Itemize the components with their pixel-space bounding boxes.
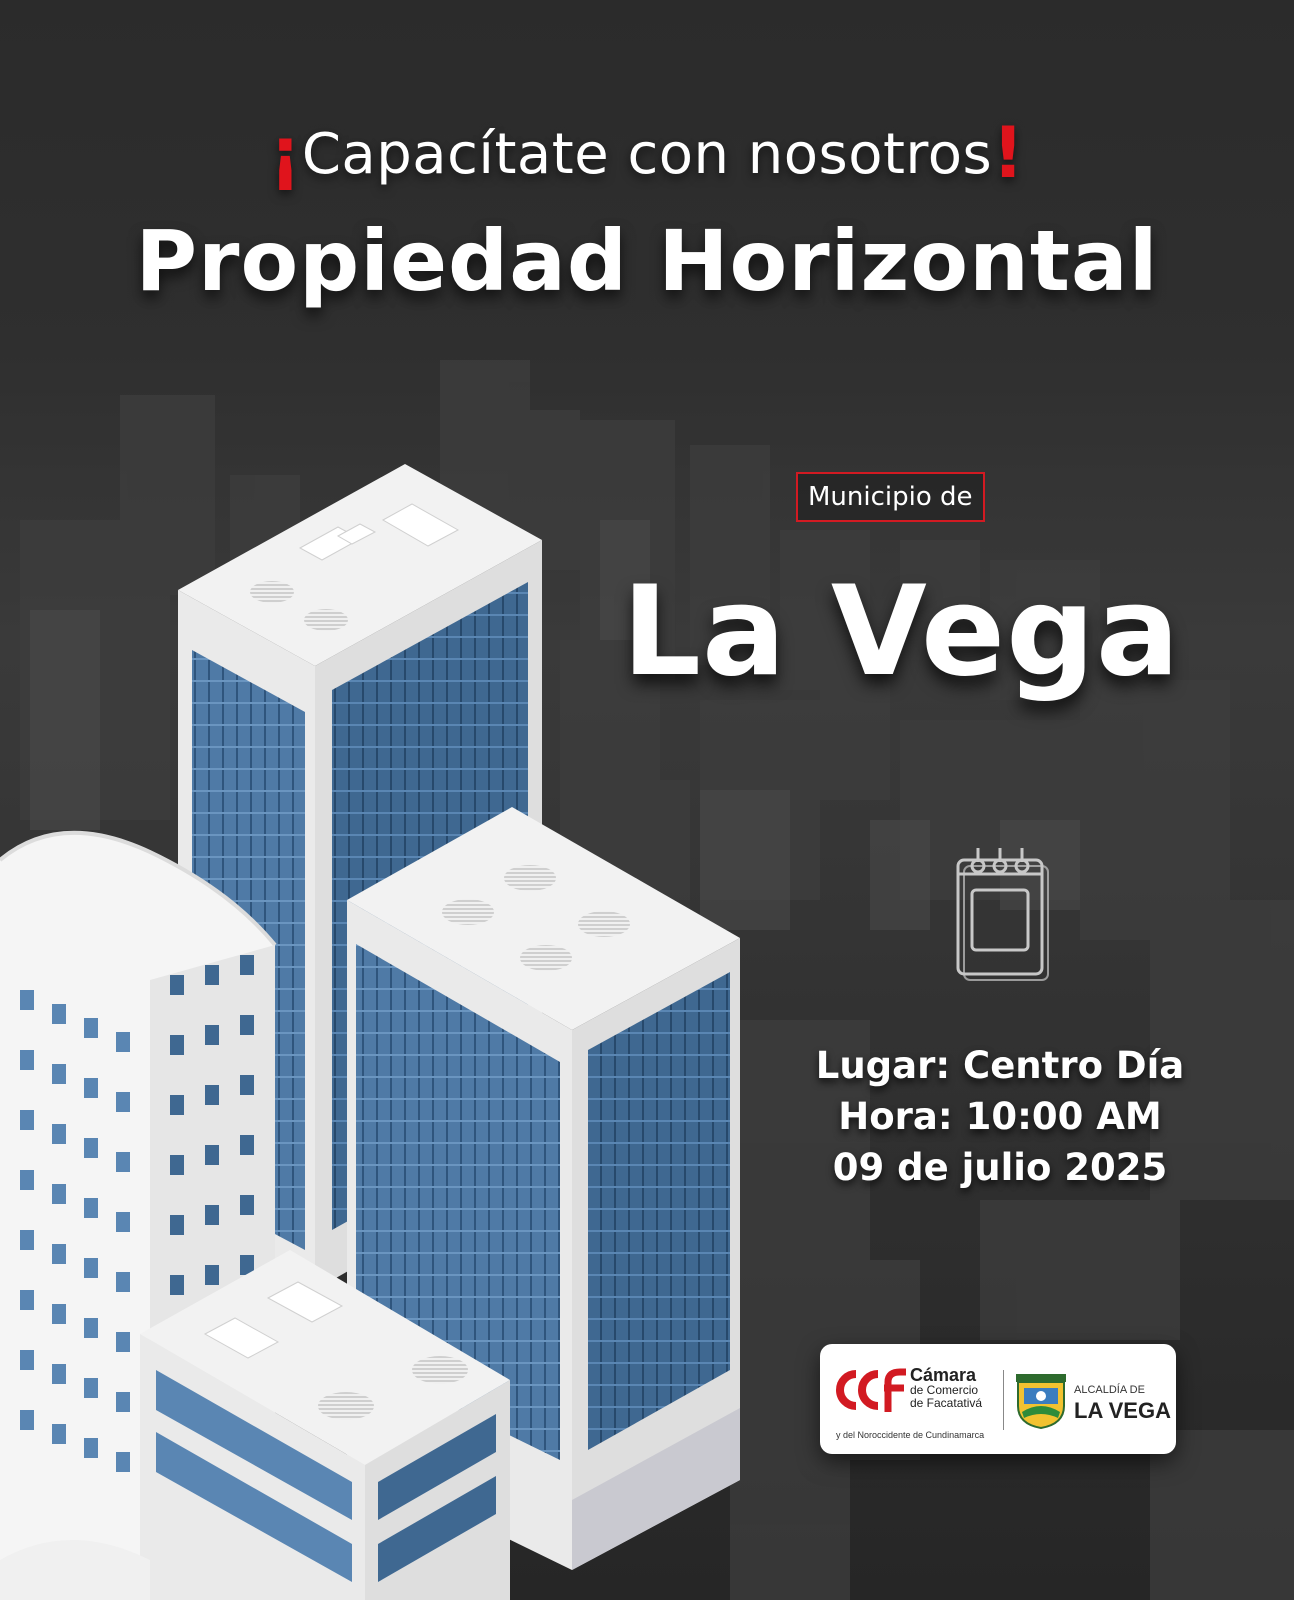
ccf-name <box>910 1366 982 1410</box>
logo-divider <box>1003 1370 1004 1430</box>
ccf-name-line3: de Facatativá <box>910 1396 983 1410</box>
inverted-exclamation-icon: ¡ <box>269 112 302 194</box>
sponsor-logos-card <box>820 1344 1176 1454</box>
exclamation-icon: ! <box>992 112 1025 194</box>
calendar-icon <box>954 846 1050 982</box>
ccf-name-line1: Cámara <box>910 1365 977 1385</box>
la-vega-crest-icon <box>1014 1372 1068 1430</box>
municipality-name: La Vega <box>622 560 1181 704</box>
event-time: Hora: 10:00 AM <box>838 1095 1162 1138</box>
event-date: 09 de julio 2025 <box>832 1146 1168 1189</box>
ccf-logo-icon <box>836 1368 906 1412</box>
alcaldia-label: ALCALDÍA DE <box>1074 1384 1145 1396</box>
kicker-text: Capacítate con nosotros <box>301 122 993 187</box>
alcaldia-name: LA VEGA <box>1074 1398 1171 1423</box>
ccf-footer: y del Noroccidente de Cundinamarca <box>836 1430 985 1440</box>
page-title: Propiedad Horizontal <box>135 212 1159 310</box>
event-place: Lugar: Centro Día <box>815 1044 1185 1087</box>
kicker-heading <box>0 112 1294 194</box>
event-details <box>800 1040 1200 1193</box>
municipality-label: Municipio de <box>796 472 985 522</box>
ccf-name-line2: de Comercio <box>910 1383 979 1397</box>
